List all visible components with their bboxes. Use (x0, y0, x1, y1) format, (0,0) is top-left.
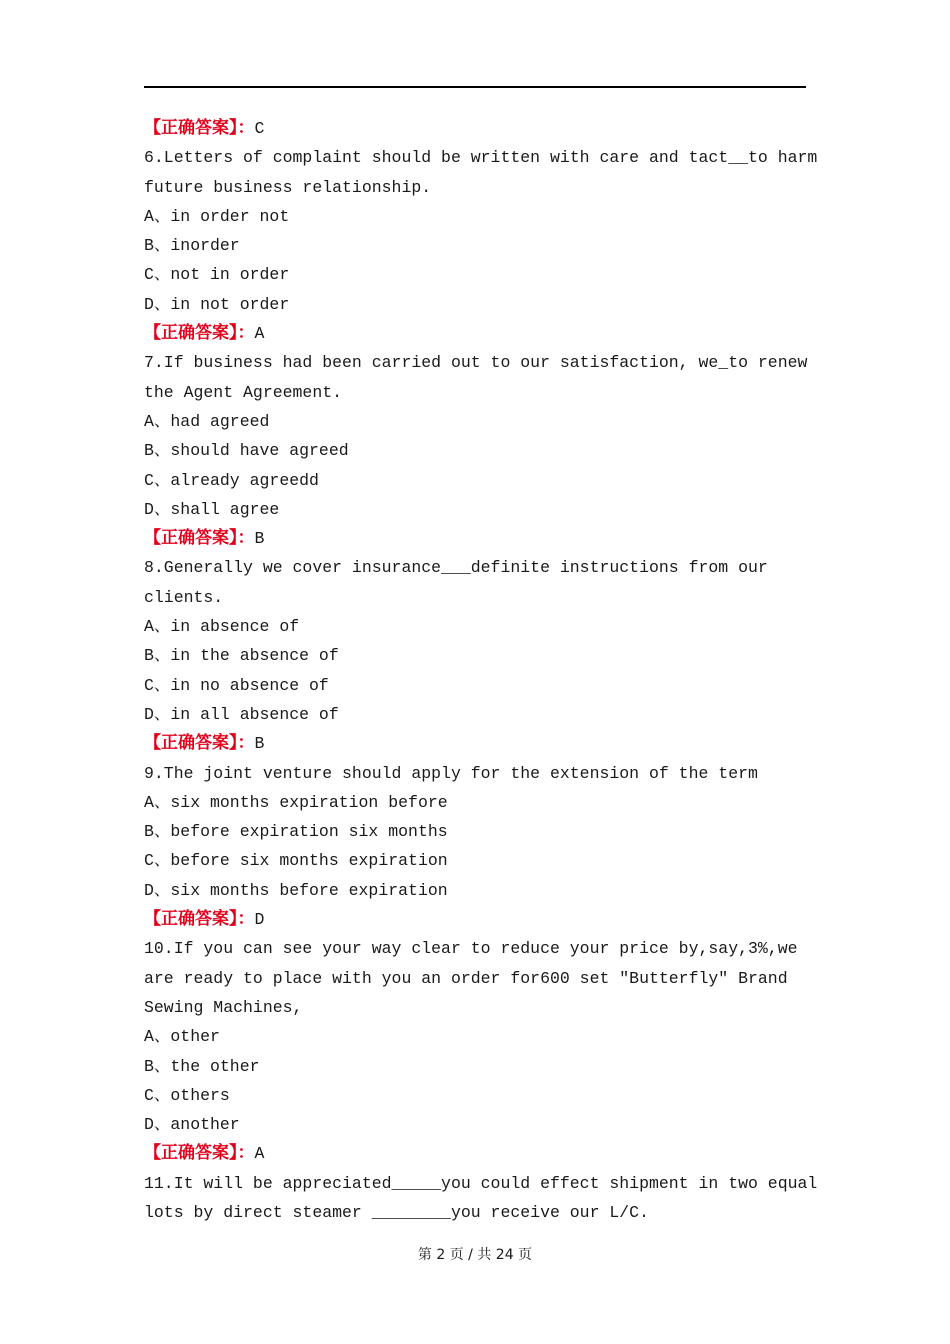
page-number: 第 2 页 / 共 24 页 (417, 1247, 533, 1263)
correct-answer-line (144, 114, 809, 143)
text-line: A、in order not (144, 206, 290, 226)
text-line: D、six months before expiration (144, 880, 448, 900)
text-line: 9.The joint venture should apply for the extension of the term (144, 763, 758, 783)
text-line: B、should have agreed (144, 441, 349, 461)
correct-answer-value: C (254, 119, 265, 138)
text-line: D、another (144, 1115, 240, 1135)
correct-answer-value: B (254, 529, 265, 549)
correct-answer-line (144, 1139, 809, 1168)
correct-answer-label: 【正确答案】： (144, 118, 255, 138)
text-line: Sewing Machines, (144, 997, 303, 1017)
correct-answer-value: A (254, 1144, 265, 1164)
text-line: lots by direct steamer ________you receive our L/C. (144, 1202, 649, 1222)
text-line: C、not in order (144, 265, 290, 285)
correct-answer-label: 【正确答案】： (144, 1143, 255, 1164)
text-line: 11.It will be appreciated_____you could effect shipment in two equal (144, 1173, 818, 1193)
text-line: D、in all absence of (144, 704, 339, 724)
header-rule (144, 86, 806, 88)
correct-answer-label: 【正确答案】： (144, 909, 255, 930)
text-line: 10.If you can see your way clear to reduce your price by,say,3%,we (144, 939, 798, 959)
text-line: B、before expiration six months (144, 822, 448, 842)
text-line: B、inorder (144, 236, 240, 256)
text-line: A、in absence of (144, 617, 300, 637)
correct-answer-line (144, 729, 809, 758)
text-line: future business relationship. (144, 177, 432, 197)
text-line: are ready to place with you an order for600 set "Butterfly" Brand (144, 968, 788, 988)
text-line: 7.If business had been carried out to our satisfaction, we_to renew (144, 353, 808, 373)
correct-answer-label: 【正确答案】： (144, 733, 255, 754)
text-line: A、other (144, 1027, 220, 1047)
text-line: the Agent Agreement. (144, 382, 343, 402)
text-line: A、had agreed (144, 411, 270, 431)
text-line: D、shall agree (144, 499, 280, 519)
text-line: 8.Generally we cover insurance___definite instructions from our (144, 558, 768, 578)
text-line: C、already agreedd (144, 470, 319, 490)
correct-answer-value: D (254, 910, 265, 930)
correct-answer-value: A (254, 324, 265, 344)
text-line: clients. (144, 587, 224, 607)
text-line: B、in the absence of (144, 646, 339, 666)
text-line: A、six months expiration before (144, 792, 448, 812)
correct-answer-label: 【正确答案】： (144, 528, 255, 549)
text-line: D、in not order (144, 294, 290, 314)
text-line: B、the other (144, 1056, 260, 1076)
text-line: C、in no absence of (144, 675, 329, 695)
correct-answer-line (144, 319, 809, 348)
correct-answer-line (144, 905, 809, 934)
correct-answer-label: 【正确答案】： (144, 323, 255, 344)
text-line: 6.Letters of complaint should be written with care and tact__to harm (144, 148, 818, 168)
page-footer (0, 1244, 950, 1264)
correct-answer-value: B (254, 734, 265, 754)
correct-answer-line (144, 524, 809, 553)
text-line: C、before six months expiration (144, 851, 448, 871)
document-body (144, 114, 818, 1227)
text-line: C、others (144, 1085, 230, 1105)
